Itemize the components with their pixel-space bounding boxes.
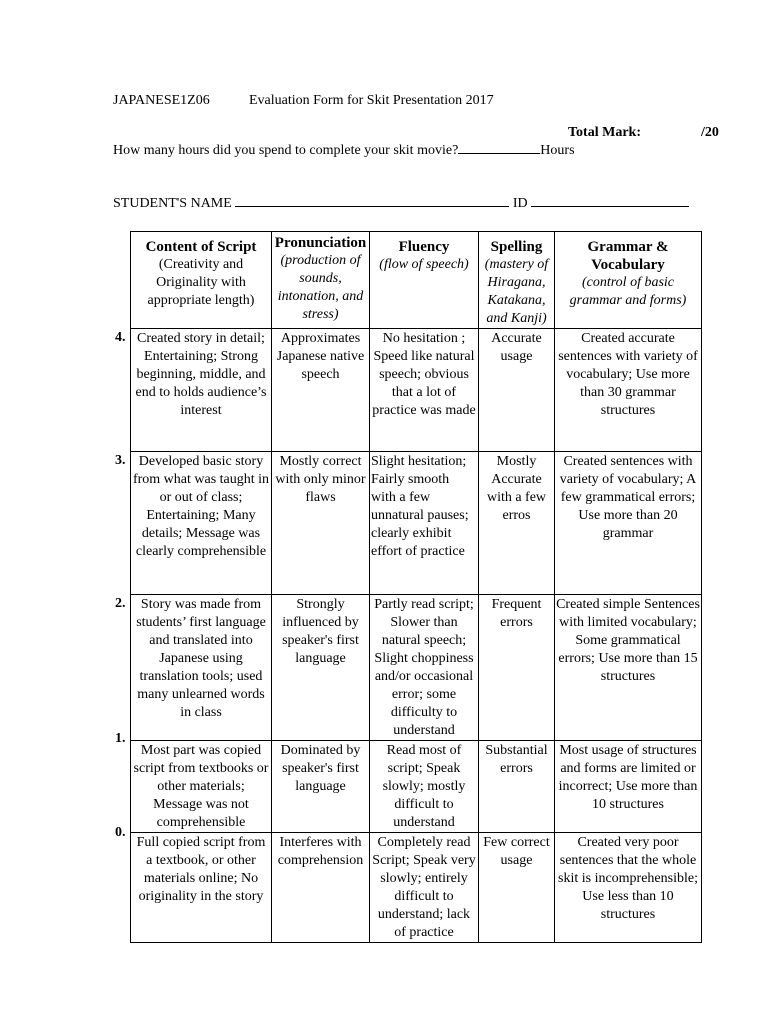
rubric-header-row [131,232,702,329]
cell-pronunciation: Dominated by speaker's first language [272,741,370,833]
column-title: Grammar & Vocabulary [587,239,669,273]
student-name-field[interactable] [235,206,509,207]
column-title: Pronunciation [274,235,367,251]
cell-fluency: Read most of script; Speak slowly; mostly difficult to understand [370,741,479,833]
id-field[interactable] [531,206,689,207]
column-subtitle: (mastery of Hiragana, Katakana, and Kanji) [484,257,549,326]
cell-content: Developed basic story from what was taught in or out of class; Entertaining; Many details; Message was clearly comprehensible [131,452,272,595]
cell-content: Created story in detail; Entertaining; Strong beginning, middle, and end to holds audience’s interest [131,329,272,452]
hours-question: How many hours did you spend to complete your skit movie? [113,143,459,158]
column-subtitle: (control of basic grammar and forms) [569,275,687,308]
column-subtitle: (flow of speech) [379,257,469,272]
course-code: JAPANESE1Z06 [113,93,210,108]
hours-field[interactable] [458,153,540,154]
student-info-row [113,196,689,212]
cell-content: Full copied script from a textbook, or other materials online; No originality in the story [131,833,272,943]
header-grammar-vocabulary [555,232,702,329]
cell-content: Story was made from students’ first language and translated into Japanese using translation tools; used many unlearned words in class [131,595,272,741]
header-content-of-script [131,232,272,329]
cell-fluency: Slight hesitation; Fairly smooth with a few unnatural pauses; clearly exhibit effort of practice [370,452,479,595]
cell-grammar: Created simple Sentences with limited vocabulary; Some grammatical errors; Use more than 15 structures [555,595,702,741]
header-pronunciation [272,232,370,329]
rubric-row-level-3 [131,452,702,595]
cell-fluency: No hesitation ; Speed like natural speech; obvious that a lot of practice was made [370,329,479,452]
level-label-0: 0. [115,825,126,840]
cell-spelling: Few correct usage [479,833,555,943]
column-title: Content of Script [145,239,257,255]
form-title: Evaluation Form for Skit Presentation 2017 [249,93,494,108]
level-label-4: 4. [115,330,126,345]
hours-question-row [113,143,575,159]
cell-grammar: Created very poor sentences that the whole skit is incomprehensible; Use less than 10 structures [555,833,702,943]
rubric-row-level-2 [131,595,702,741]
student-name-label: STUDENT'S NAME [113,196,232,211]
hours-unit: Hours [540,143,575,158]
cell-spelling: Frequent errors [479,595,555,741]
total-mark-value: /20 [701,125,719,140]
column-title: Fluency [398,239,450,255]
column-subtitle: (Creativity and Originality with appropriate length) [147,257,255,308]
column-subtitle: (production of sounds, intonation, and stress) [277,253,364,322]
cell-fluency: Partly read script; Slower than natural speech; Slight choppiness and/or occasional error; some difficulty to understand [370,595,479,741]
level-label-2: 2. [115,596,126,611]
cell-pronunciation: Strongly influenced by speaker's first language [272,595,370,741]
level-label-1: 1. [115,731,126,746]
id-label: ID [512,196,528,211]
rubric-table [130,231,702,943]
header-fluency [370,232,479,329]
cell-grammar: Created sentences with variety of vocabulary; A few grammatical errors; Use more than 20 grammar [555,452,702,595]
cell-pronunciation: Approximates Japanese native speech [272,329,370,452]
rubric-row-level-4 [131,329,702,452]
total-mark-label: Total Mark: [568,125,641,140]
cell-spelling: Substantial errors [479,741,555,833]
cell-pronunciation: Interferes with comprehension [272,833,370,943]
cell-spelling: Mostly Accurate with a few erros [479,452,555,595]
cell-content: Most part was copied script from textbooks or other materials; Message was not comprehensible [131,741,272,833]
cell-spelling: Accurate usage [479,329,555,452]
cell-pronunciation: Mostly correct with only minor flaws [272,452,370,595]
cell-grammar: Most usage of structures and forms are limited or incorrect; Use more than 10 structures [555,741,702,833]
header-spelling [479,232,555,329]
rubric-row-level-0 [131,833,702,943]
column-title: Spelling [490,239,543,255]
rubric-row-level-1 [131,741,702,833]
cell-fluency: Completely read Script; Speak very slowly; entirely difficult to understand; lack of practice [370,833,479,943]
cell-grammar: Created accurate sentences with variety of vocabulary; Use more than 30 grammar structures [555,329,702,452]
level-label-3: 3. [115,453,126,468]
